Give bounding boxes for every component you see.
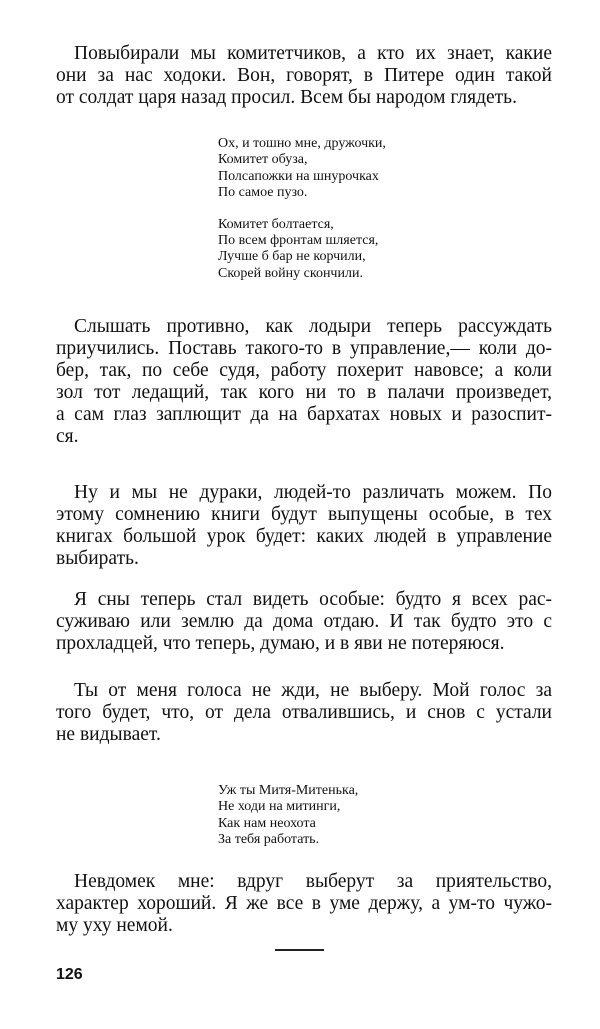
- paragraph: [56, 316, 552, 448]
- verse-line: Ох, и тошно мне, дружочки,: [218, 136, 386, 151]
- text-line: зол тот ледащий, так кого ни то в палачи произведет,: [56, 382, 552, 403]
- stanza: [218, 783, 358, 849]
- text-line: характер хороший. Я же все в уме держу, а ум-то чужо-: [56, 893, 552, 914]
- text-line: не видывает.: [56, 724, 161, 745]
- text-line: от солдат царя назад просил. Всем бы народом глядеть.: [56, 87, 517, 108]
- text-line: приучились. Поставь такого-то в управление,— коли до-: [56, 338, 552, 359]
- paragraph: [56, 680, 552, 746]
- text-line: бер, так, по себе судя, работу похерит навовсе; а коли: [56, 360, 552, 381]
- paragraph: [56, 482, 552, 570]
- verse-line: За тебя работать.: [218, 832, 320, 848]
- verse-line: Скорей войну скончили.: [218, 265, 363, 281]
- paragraph: [56, 871, 552, 937]
- text-line: Ну и мы не дураки, людей-то различать можем. По: [74, 482, 552, 503]
- section-divider: [275, 949, 324, 951]
- verse-line: Полсапожки на шнурочках: [218, 168, 379, 184]
- verse: [218, 136, 386, 297]
- verse-line: Комитет болтается,: [218, 216, 334, 232]
- stanza: [218, 217, 386, 283]
- paragraph: [56, 589, 552, 655]
- verse-line: Уж ты Митя-Митенька,: [218, 783, 359, 798]
- text-line: этому сомнению книги будут выпущены особые, в тех: [56, 504, 552, 525]
- verse-line: По самое пузо.: [218, 185, 308, 201]
- verse-line: Лучше б бар не корчили,: [218, 249, 366, 265]
- verse-line: По всем фронтам шляется,: [218, 233, 379, 249]
- text-line: ся.: [56, 426, 79, 447]
- verse: [218, 783, 358, 864]
- page-number: 126: [56, 966, 83, 983]
- text-line: Повыбирали мы комитетчиков, а кто их знает, какие: [74, 43, 552, 64]
- text-line: Слышать противно, как лодыри теперь рассуждать: [74, 316, 552, 337]
- text-line: Ты от меня голоса не жди, не выберу. Мой голос за: [74, 680, 552, 701]
- verse-line: Комитет обуза,: [218, 152, 308, 168]
- text-line: суживаю или землю да дома отдаю. И так будто это с: [56, 611, 552, 632]
- text-line: книгах большой урок будет: каких людей в управление: [56, 526, 552, 547]
- verse-line: Не ходи на митинги,: [218, 799, 341, 815]
- text-line: Я сны теперь стал видеть особые: будто я всех рас-: [74, 589, 552, 610]
- text-line: а сам глаз заплющит да на бархатах новых и разоспит-: [56, 404, 552, 425]
- text-line: прохладцей, что теперь, думаю, и в яви не потеряюся.: [56, 633, 505, 654]
- text-line: выбирать.: [56, 548, 139, 569]
- verse-line: Как нам неохота: [218, 815, 316, 831]
- text-line: му уху немой.: [56, 915, 173, 936]
- paragraph: [56, 43, 552, 109]
- stanza: [218, 136, 386, 202]
- text-line: они за нас ходоки. Вон, говорят, в Питере один такой: [56, 65, 552, 86]
- text-line: Невдомек мне: вдруг выберут за приятельство,: [74, 871, 552, 892]
- text-line: того будет, что, от дела отвалившись, и снов с устали: [56, 702, 552, 723]
